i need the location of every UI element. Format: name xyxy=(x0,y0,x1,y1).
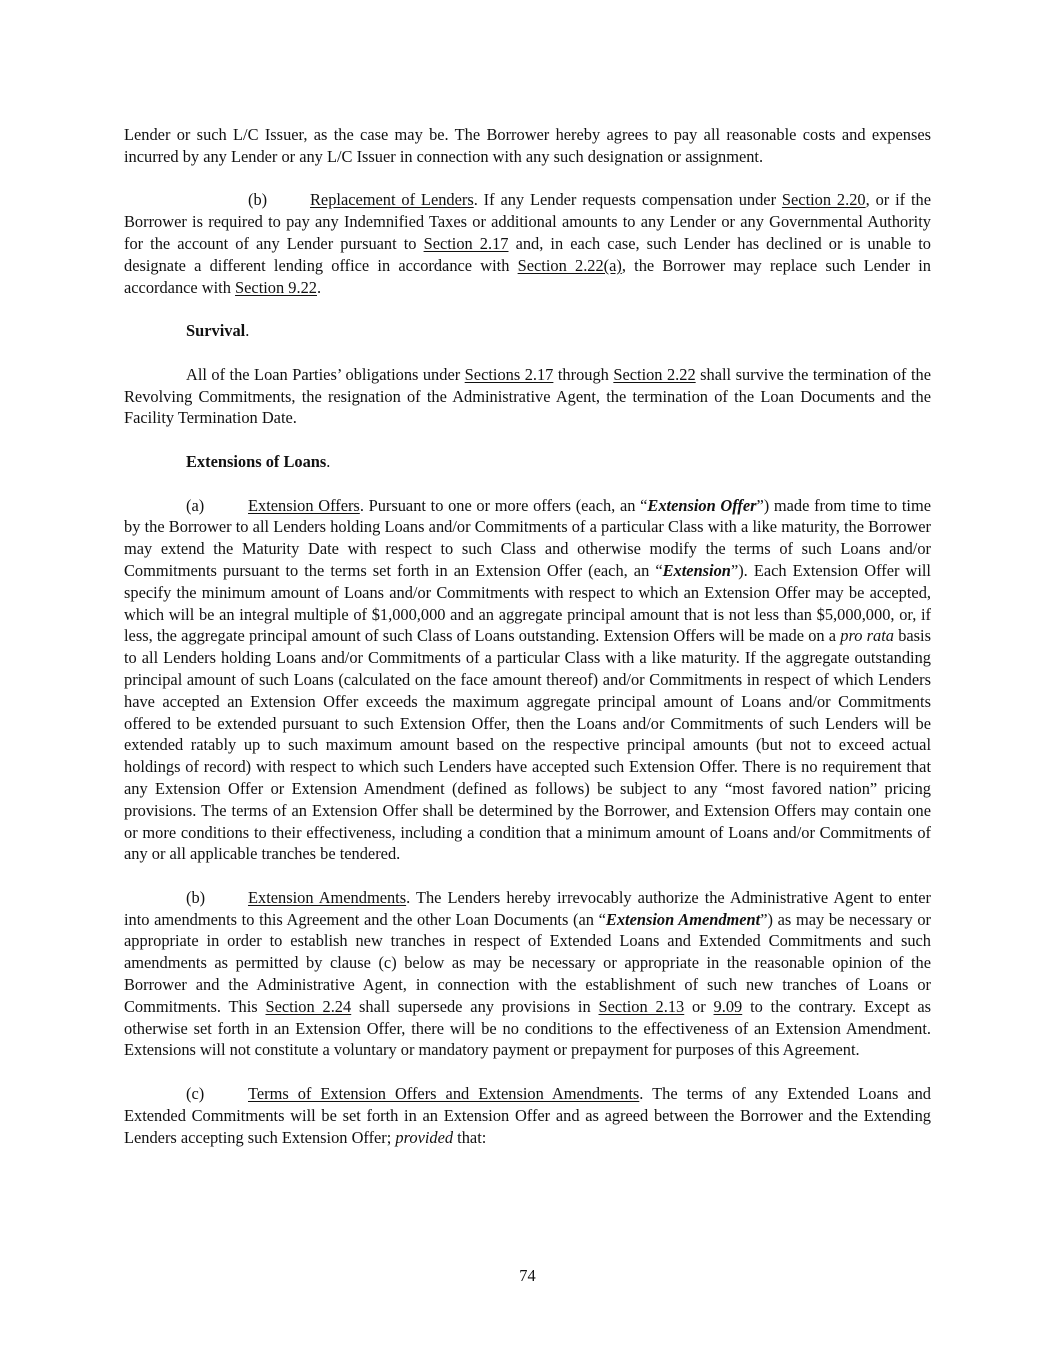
clause-title: Extension Offers xyxy=(248,495,360,515)
section-reference: Section 2.20 xyxy=(781,190,866,210)
document-page xyxy=(124,124,931,1170)
survival-paragraph: All of the Loan Parties’ obligations under Sections 2.17 through Section 2.22 shall survive the termination of the Revolving Commitments, the resignation of the Administrative Agent, the termination of the Loan Documents and the Facility Termination Date. xyxy=(124,364,932,428)
extensions-heading: Extensions of Loans. xyxy=(186,451,331,471)
page-number: 74 xyxy=(519,1266,536,1285)
section-reference: Section 2.22 xyxy=(613,364,696,384)
section-reference: Section 2.24 xyxy=(265,996,352,1016)
italic-phrase: provided xyxy=(395,1127,454,1147)
section-reference: 9.09 xyxy=(713,996,743,1016)
defined-term: Extension xyxy=(662,560,731,580)
clause-label-c: (c) xyxy=(186,1084,205,1104)
section-reference: Sections 2.17 xyxy=(464,364,554,384)
extension-offers-paragraph: (a) Extension Offers. Pursuant to one or more offers (each, an “Extension Offer”) made from time to time by the Borrower to all Lenders holding Loans and/or Commitments of a particular Class with a like maturity, the Borrower may extend the Maturity Date with respect to such Class and otherwise modify the terms of such Loans and/or Commitments pursuant to the terms set forth in an Extension Offer (each, an “Extension”). Each Extension Offer will specify the minimum amount of Loans and/or Commitments with respect to which an Extension Offer may be accepted, which will be an integral multiple of $1,000,000 and an aggregate principal amount that is not less than $5,000,000, or, if less, the aggregate principal amount of such Class of Loans outstanding. Extension Offers will be made on a pro rata basis to all Lenders holding Loans and/or Commitments of a particular Class with a like maturity. If the aggregate outstanding principal amount of such Loans (calculated on the face amount thereof) and/or Commitments in respect of which Lenders have accepted an Extension Offer exceeds the maximum aggregate principal amount of Loans and/or Commitments offered to be extended pursuant to such Extension Offer, then the Loans and/or Commitments of such Lenders will be extended ratably up to such maximum amount based on the respective principal amounts (but not to exceed actual holdings of record) with respect to which such Lenders have accepted such Extension Offer. There is no requirement that any Extension Offer or Extension Amendment (defined as follows) be subject to any “most favored nation” pricing provisions. The terms of an Extension Offer shall be determined by the Borrower, and Extension Offers may contain one or more conditions to their effectiveness, including a condition that a minimum amount of Loans and/or Commitments of any or all applicable tranches be tendered. xyxy=(124,495,931,864)
defined-term: Extension Amendment xyxy=(605,909,761,929)
section-reference: Section 2.22(a) xyxy=(517,255,622,275)
clause-label-a: (a) xyxy=(186,495,205,515)
section-reference: Section 9.22 xyxy=(235,277,317,297)
replacement-of-lenders-paragraph: (b) Replacement of Lenders. If any Lender requests compensation under Section 2.20, or if the Borrower is required to pay any Indemnified Taxes or additional amounts to any Lender or any Governmental Authority for the account of any Lender pursuant to Section 2.17 and, in each case, such Lender has declined or is unable to designate a different lending office in accordance with Section 2.22(a), the Borrower may replace such Lender in accordance with Section 9.22. xyxy=(124,190,931,297)
clause-label-b: (b) xyxy=(248,190,268,210)
italic-phrase: pro rata xyxy=(840,626,894,646)
section-reference: Section 2.13 xyxy=(598,996,685,1016)
extension-terms-paragraph: (c) Terms of Extension Offers and Extension Amendments. The terms of any Extended Loans and Extended Commitments will be set forth in an Extension Offer and as agreed between the Borrower and the Extending Lenders accepting such Extension Offer; provided that: xyxy=(124,1084,932,1147)
clause-title: Terms of Extension Offers and Extension Amendments xyxy=(248,1084,640,1104)
clause-title: Replacement of Lenders xyxy=(310,190,474,210)
extension-amendments-paragraph: (b) Extension Amendments. The Lenders hereby irrevocably authorize the Administrative Agent to enter into amendments to this Agreement and the other Loan Documents (an “Extension Amendment”) as may be necessary or appropriate in order to establish new tranches in respect of Extended Loans and Extended Commitments and such amendments as permitted by clause (c) below as may be necessary or appropriate in the reasonable opinion of the Borrower and the Administrative Agent, in connection with the establishment of such new tranches of Loans or Commitments. This Section 2.24 shall supersede any provisions in Section 2.13 or 9.09 to the contrary. Except as otherwise set forth in an Extension Offer, there will be no conditions to the effectiveness of an Extension Amendment. Extensions will not constitute a voluntary or mandatory payment or prepayment for purposes of this Agreement. xyxy=(124,887,931,1060)
continuation-paragraph: Lender or such L/C Issuer, as the case may be. The Borrower hereby agrees to pay all reasonable costs and expenses incurred by any Lender or any L/C Issuer in connection with any such designation or assignment. xyxy=(124,125,931,166)
section-reference: Section 2.17 xyxy=(423,233,509,253)
survival-heading: Survival. xyxy=(186,321,250,341)
clause-title: Extension Amendments xyxy=(248,887,407,907)
clause-label-b: (b) xyxy=(186,887,206,907)
defined-term: Extension Offer xyxy=(647,495,757,515)
